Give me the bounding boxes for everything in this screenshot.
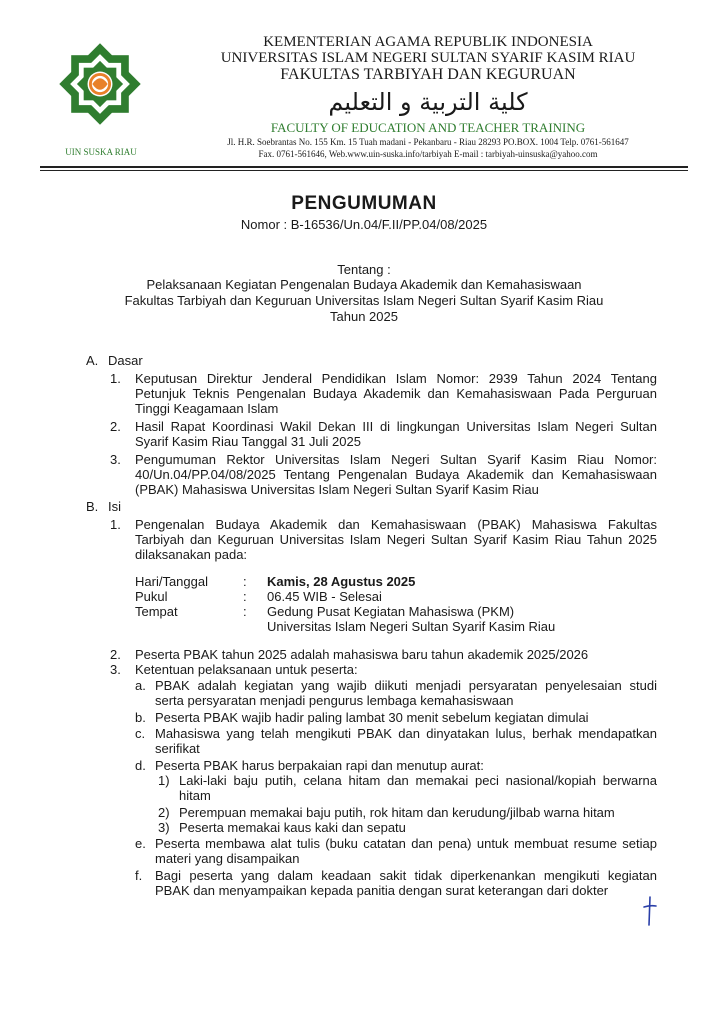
rule-marker: e. xyxy=(135,836,146,851)
isi-item-number: 1. xyxy=(110,517,121,532)
rule-text: Peserta PBAK harus berpakaian rapi dan menutup aurat: xyxy=(155,758,484,773)
isi-item-number: 3. xyxy=(110,662,121,677)
about-line: Fakultas Tarbiyah dan Keguruan Universitas Islam Negeri Sultan Syarif Kasim Riau xyxy=(124,293,604,308)
faculty-name-english: FACULTY OF EDUCATION AND TEACHER TRAINING xyxy=(270,120,586,135)
sub-rule-number: 2) xyxy=(158,805,170,820)
dasar-item-text: 40/Un.04/PP.04/08/2025 Tentang Pengenalan Budaya Akademik dan Kemahasiswaan xyxy=(135,467,657,482)
section-b-marker: B. xyxy=(86,499,99,514)
dasar-item-text: Petunjuk Teknis Pengenalan Budaya Akademik dan Kemahasiswaan Pada Perguruan xyxy=(135,386,657,401)
schedule-place-value: Universitas Islam Negeri Sultan Syarif Kasim Riau xyxy=(267,619,556,634)
sub-rule-text: Perempuan memakai baju putih, rok hitam dan kerudung/jilbab warna hitam xyxy=(179,805,615,820)
faculty-name-arabic: كلية التربية و التعليم xyxy=(328,88,528,116)
dasar-item-number: 2. xyxy=(110,419,121,434)
sub-rule-text: Peserta memakai kaus kaki dan sepatu xyxy=(179,820,406,835)
rule-text: Peserta PBAK wajib hadir paling lambat 30 menit sebelum kegiatan dimulai xyxy=(155,710,589,725)
schedule-day-label: Hari/Tanggal xyxy=(135,574,208,589)
dasar-item-text: Keputusan Direktur Jenderal Pendidikan Islam Nomor: 2939 Tahun 2024 Tentang xyxy=(135,371,657,386)
logo-caption: UIN SUSKA RIAU xyxy=(65,147,137,157)
dasar-item-number: 1. xyxy=(110,371,121,386)
schedule-colon: : xyxy=(243,604,247,619)
schedule-time-value: 06.45 WIB - Selesai xyxy=(267,589,382,604)
sub-rule-number: 1) xyxy=(158,773,170,788)
schedule-colon: : xyxy=(243,589,247,604)
schedule-colon: : xyxy=(243,574,247,589)
dasar-item-text: Syarif Kasim Riau Tanggal 31 Juli 2025 xyxy=(135,434,361,449)
rule-marker: c. xyxy=(135,726,146,741)
sub-rule-text: Laki-laki baju putih, celana hitam dan memakai peci nasional/kopiah berwarna xyxy=(179,773,657,788)
schedule-day-value: Kamis, 28 Agustus 2025 xyxy=(267,574,416,589)
ministry-name: KEMENTERIAN AGAMA REPUBLIK INDONESIA xyxy=(263,34,593,50)
rule-text: materi yang disampaikan xyxy=(155,851,300,866)
rule-marker: d. xyxy=(135,758,146,773)
dasar-item-text: Hasil Rapat Koordinasi Wakil Dekan III di lingkungan Universitas Islam Negeri Sultan xyxy=(135,419,657,434)
about-line: Pelaksanaan Kegiatan Pengenalan Budaya Akademik dan Kemahasiswaan xyxy=(146,277,582,292)
rule-marker: f. xyxy=(135,868,143,883)
rule-text: PBAK adalah kegiatan yang wajib diikuti menjadi persyaratan penyelesaian studi xyxy=(155,678,657,693)
announcement-number: Nomor : B-16536/Un.04/F.II/PP.04/08/2025 xyxy=(240,217,488,232)
rule-text: serifikat xyxy=(155,741,200,756)
isi-item-text: dilaksanakan pada: xyxy=(135,547,248,562)
section-a-heading: Dasar xyxy=(108,353,143,368)
letterhead-rule-thick xyxy=(40,166,688,168)
rule-text: Mahasiswa yang telah mengikuti PBAK dan dinyatakan lulus, berhak mendapatkan xyxy=(155,726,657,741)
isi-item-text: Ketentuan pelaksanaan untuk peserta: xyxy=(135,662,358,677)
isi-item-text: Peserta PBAK tahun 2025 adalah mahasiswa baru tahun akademik 2025/2026 xyxy=(135,647,589,662)
rule-text: Bagi peserta yang dalam keadaan sakit tidak diperkenankan mengikuti kegiatan xyxy=(155,868,657,883)
isi-item-text: Pengenalan Budaya Akademik dan Kemahasiswaan (PBAK) Mahasiswa Fakultas xyxy=(135,517,657,532)
faculty-name: FAKULTAS TARBIYAH DAN KEGURUAN xyxy=(280,66,576,83)
isi-item-text: Tarbiyah dan Keguruan Universitas Islam Negeri Sultan Syarif Kasim Riau Tahun 2025 xyxy=(135,532,657,547)
rule-text: serta persyaratan menjadi pengurus lembaga kemahasiswaan xyxy=(155,693,514,708)
rule-text: Peserta membawa alat tulis (buku catatan dan pena) untuk membuat resume setiap xyxy=(155,836,657,851)
faculty-address: Jl. H.R. Soebrantas No. 155 Km. 15 Tuah madani - Pekanbaru - Riau 28293 PO.BOX. 1004 Telp. 0761-561647 xyxy=(227,137,629,147)
dasar-item-number: 3. xyxy=(110,452,121,467)
university-name: UNIVERSITAS ISLAM NEGERI SULTAN SYARIF KASIM RIAU xyxy=(220,50,636,66)
dasar-item-text: (PBAK) Mahasiswa Universitas Islam Negeri Sultan Syarif Kasim Riau xyxy=(135,482,539,497)
handwritten-initial-mark xyxy=(640,895,660,927)
section-b-heading: Isi xyxy=(108,499,121,514)
about-label: Tentang : xyxy=(337,262,391,277)
dasar-item-text: Tinggi Keagamaan Islam xyxy=(135,401,279,416)
schedule-time-label: Pukul xyxy=(135,589,168,604)
rule-text: PBAK dan menyampaikan kepada panitia dengan surat keterangan dari dokter xyxy=(155,883,609,898)
section-a-marker: A. xyxy=(86,353,99,368)
sub-rule-number: 3) xyxy=(158,820,170,835)
schedule-place-value: Gedung Pusat Kegiatan Mahasiswa (PKM) xyxy=(267,604,515,619)
rule-marker: b. xyxy=(135,710,146,725)
isi-item-number: 2. xyxy=(110,647,121,662)
about-line: Tahun 2025 xyxy=(330,309,398,324)
rule-marker: a. xyxy=(135,678,146,693)
schedule-place-label: Tempat xyxy=(135,604,178,619)
sub-rule-text: hitam xyxy=(179,788,211,803)
dasar-item-text: Pengumuman Rektor Universitas Islam Negeri Sultan Syarif Kasim Riau Nomor: xyxy=(135,452,657,467)
faculty-contact: Fax. 0761-561646, Web.www.uin-suska.info/tarbiyah E-mail : tarbiyah-uinsuska@yahoo.com xyxy=(258,149,598,159)
announcement-title: PENGUMUMAN xyxy=(291,193,437,214)
letterhead-rule-thin xyxy=(40,170,688,171)
university-logo xyxy=(52,36,148,132)
